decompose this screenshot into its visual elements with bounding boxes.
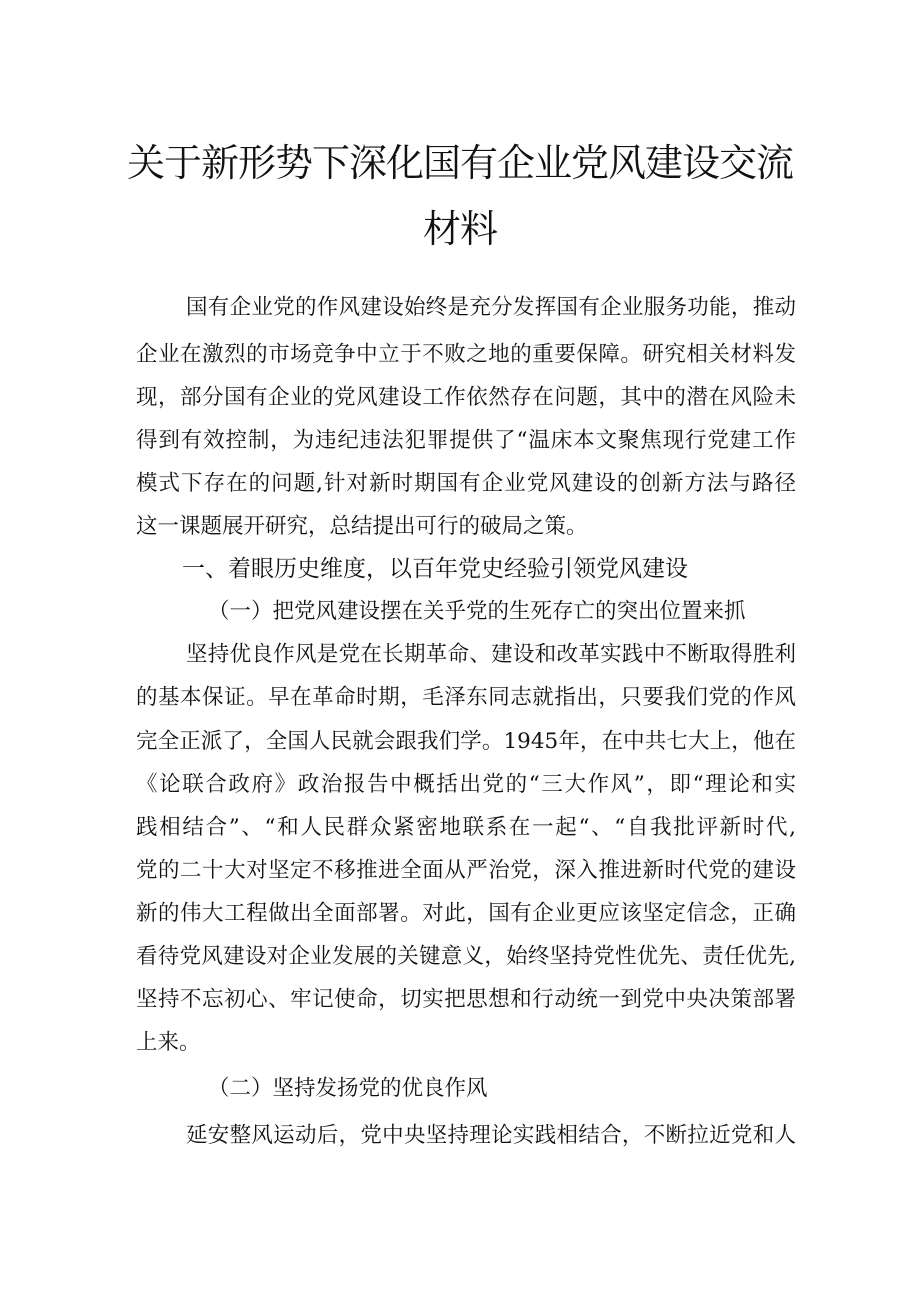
subsection-heading: （一）把党风建设摆在关乎党的生死存亡的突出位置来抓 [208, 599, 746, 624]
body-line: 坚持不忘初心、牢记使命，切实把思想和行动统一到党中央决策部署 [136, 987, 796, 1012]
intro-line: 模式下存在的问题,针对新时期国有企业党风建设的创新方法与路径 [136, 471, 796, 496]
body-line: 《论联合政府》政治报告中概括出党的“三大作风”，即“理论和实 [136, 772, 796, 797]
body-line: 延安整风运动后，党中央坚持理论实践相结合，不断拉近党和人 [186, 1123, 796, 1148]
subsection-heading: （二）坚持发扬党的优良作风 [208, 1076, 488, 1101]
section-heading: 一、着眼历史维度，以百年党史经验引领党风建设 [182, 556, 688, 582]
body-line: 党的二十大对坚定不移推进全面从严治党，深入推进新时代党的建设 [136, 858, 796, 883]
body-line: 完全正派了，全国人民就会跟我们学。1945年，在中共七大上，他在 [136, 729, 796, 754]
body-line: 看待党风建设对企业发展的关键意义，始终坚持党性优先、责任优先, [136, 944, 796, 969]
body-line: 的基本保证。早在革命时期，毛泽东同志就指出，只要我们党的作风 [136, 685, 796, 710]
document-title-line-1: 关于新形势下深化国有企业党风建设交流 [126, 141, 793, 185]
intro-line: 得到有效控制，为违纪违法犯罪提供了“温床本文聚焦现行党建工作 [136, 428, 796, 453]
intro-line: 国有企业党的作风建设始终是充分发挥国有企业服务功能，推动 [186, 295, 796, 320]
body-line: 坚持优良作风是党在长期革命、建设和改革实践中不断取得胜利 [186, 642, 796, 667]
document-title-line-2: 材料 [422, 207, 497, 251]
intro-line: 企业在激烈的市场竞争中立于不败之地的重要保障。研究相关材料发 [136, 342, 796, 367]
intro-line: 这一课题展开研究，总结提出可行的破局之策。 [136, 514, 588, 539]
body-line: 践相结合”、“和人民群众紧密地联系在一起“、“自我批评新时代, [136, 815, 796, 840]
body-line: 上来。 [136, 1030, 201, 1055]
body-line: 新的伟大工程做出全面部署。对此，国有企业更应该坚定信念，正确 [136, 901, 796, 926]
intro-line: 现，部分国有企业的党风建设工作依然存在问题，其中的潜在风险未 [136, 385, 796, 410]
